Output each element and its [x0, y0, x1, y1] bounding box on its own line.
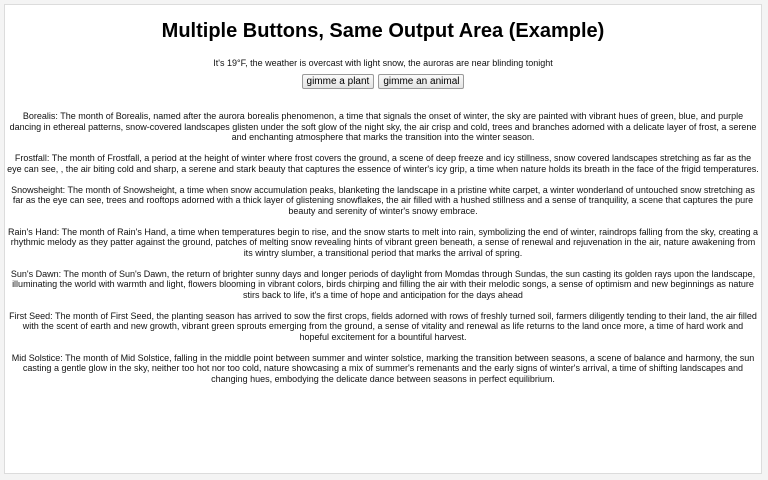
- output-entry-mid-solstice: Mid Solstice: The month of Mid Solstice, falling in the middle point between summer and winter solstice, marking the transition between seasons, a scene of balance and harmony, the sun casting a gentle glow in the sky, neither too hot nor too cold, nature showcasing a mix of summer's remenants and the early signs of winter's arrival, a time of shifting landscapes and changing hues, embodying the delicate dance between seasons in perfect equilibrium.: [11, 352, 755, 384]
- button-bar: [5, 74, 761, 89]
- output-area: [5, 111, 761, 384]
- page-container: [4, 4, 762, 474]
- output-entry-frostfall: Frostfall: The month of Frostfall, a period at the height of winter where frost covers the ground, a scene of deep freeze and icy stillness, snow covered landscapes stretching as far as the eye can see, , the air biting cold and sharp, a serene and stark beauty that captures the essence of winter's icy grip, a time when nature holds its breath in the face of the frigid temperatures.: [7, 153, 759, 174]
- page-title: Multiple Buttons, Same Output Area (Example): [161, 20, 605, 42]
- output-entry-suns-dawn: Sun's Dawn: The month of Sun's Dawn, the return of brighter sunny days and longer periods of daylight from Momdas through Sundas, the sun casting its golden rays upon the landscape, illuminating the world with warmth and light, flowers blooming in vibrant colors, birds chirping and filling the air with their melodic songs, a sense of optimism and new beginnings as nature stirs back to life, it's a time of hope and anticipation for the days ahead: [10, 268, 756, 300]
- output-entry-first-seed: First Seed: The month of First Seed, the planting season has arrived to sow the first crops, fields adorned with rows of freshly turned soil, farmers diligently tending to their land, the air filled with the scent of earth and new growth, vibrant green sprouts emerging from the ground, a sense of vitality and renewal as life returns to the land once more, a time of hard work and hopeful excitement for a bountiful harvest.: [9, 310, 757, 342]
- output-entry-rains-hand: Rain's Hand: The month of Rain's Hand, a time when temperatures begin to rise, and the snow starts to melt into rain, symbolizing the end of winter, raindrops falling from the sky, creating a rhythmic melody as they patter against the ground, patches of melting snow revealing hints of vibrant green beneath, a sense of renewal and rejuvenation in the air, nature awakening from its wintry slumber, a transitional period that marks the arrival of spring.: [8, 226, 758, 258]
- output-entry-snowsheight: Snowsheight: The month of Snowsheight, a time when snow accumulation peaks, blanketing the landscape in a pristine white carpet, a winter wonderland of untouched snow stretching as far as the eye can see, trees and rooftops adorned with a thick layer of glistening snowflakes, the air filled with a hushed stillness and a sense of tranquility, a scene that captures the pure beauty and serenity of winter's snowy embrace.: [11, 184, 755, 216]
- gimme-plant-button[interactable]: gimme a plant: [302, 74, 375, 89]
- gimme-animal-button[interactable]: gimme an animal: [378, 74, 464, 89]
- weather-status: It's 19°F, the weather is overcast with light snow, the auroras are near blinding tonight: [213, 58, 553, 68]
- output-entry-borealis: Borealis: The month of Borealis, named after the aurora borealis phenomenon, a time that signals the onset of winter, the sky are painted with vibrant hues of green, blue, and purple dancing in ethereal patterns, snow-covered landscapes glisten under the soft glow of the night sky, the air crisp and cold, trees and branches adorned with a delicate layer of frost, a serene and enchanting atmosphere that marks the transition into the winter season.: [9, 111, 757, 142]
